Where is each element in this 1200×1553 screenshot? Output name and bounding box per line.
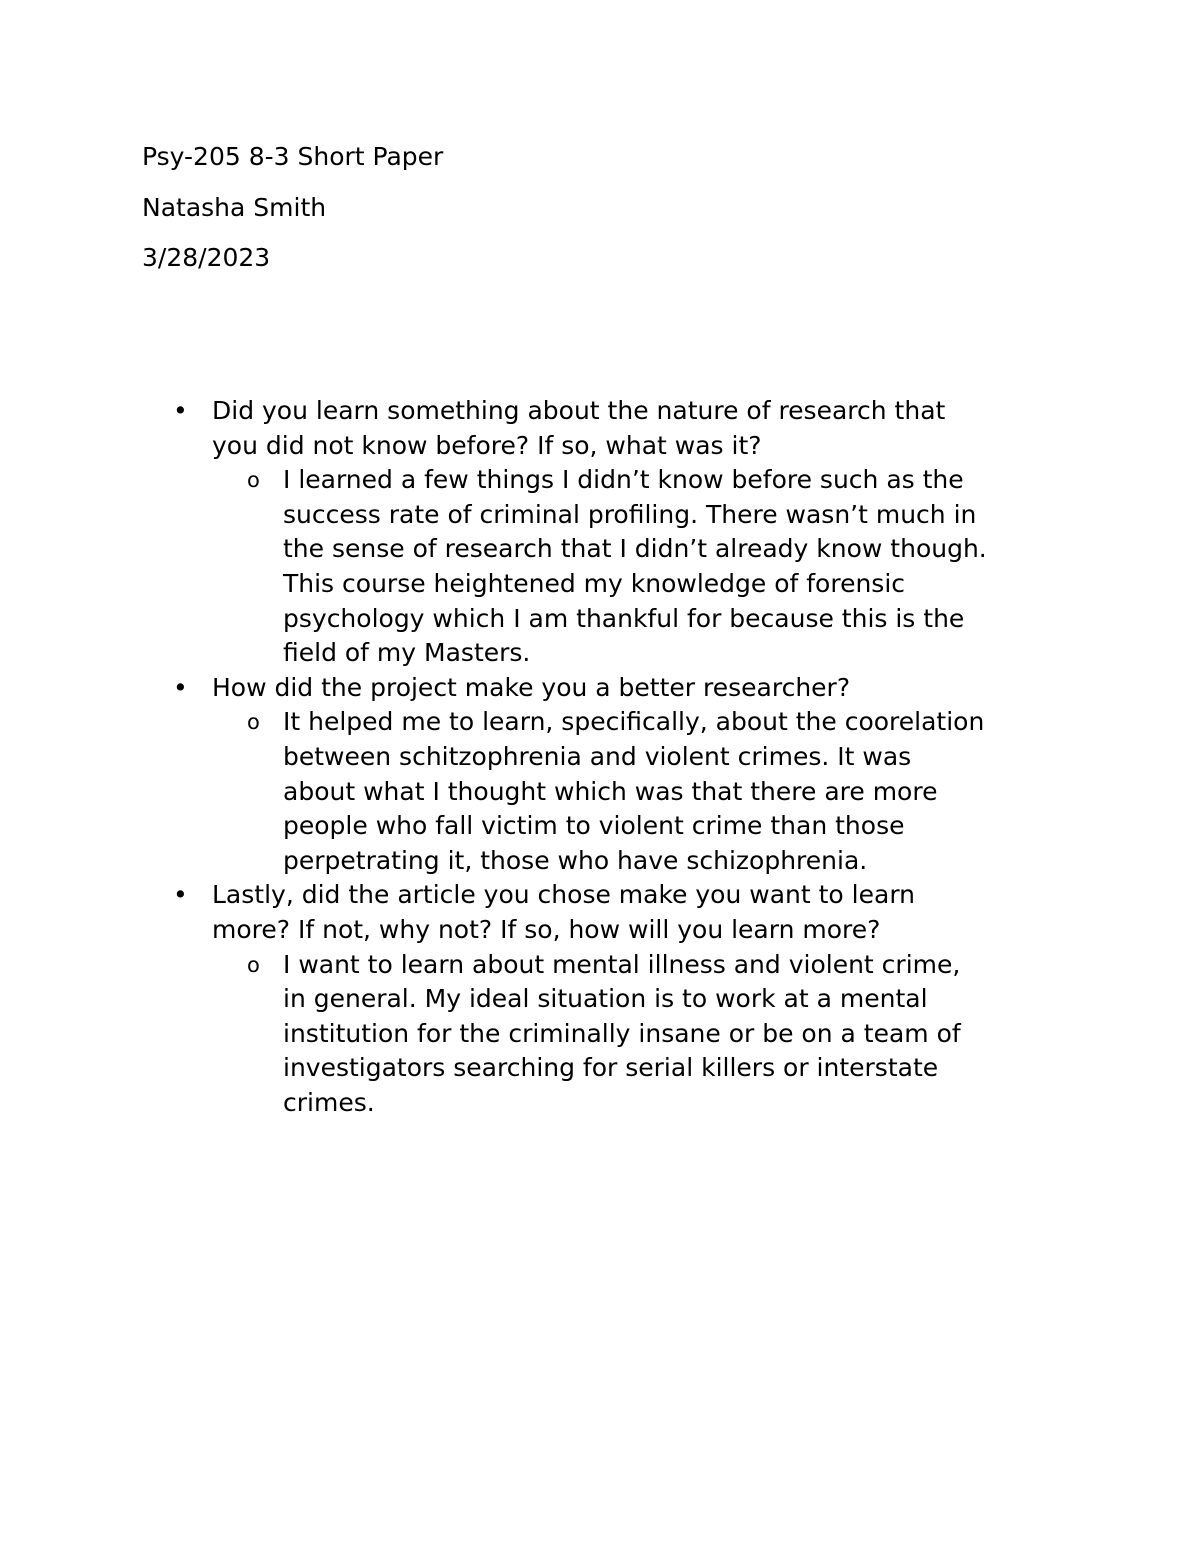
answer-item: [0, 463, 1063, 671]
circle-bullet-icon: o: [247, 952, 260, 977]
document-title: Psy-205 8-3 Short Paper: [142, 142, 444, 171]
question-text-line: How did the project make you a better researcher?: [212, 672, 851, 702]
answer-item: [0, 705, 1063, 878]
answer-text-line: I learned a few things I didn’t know before such as the: [283, 465, 964, 495]
answer-item: [0, 948, 1063, 1121]
question-text-line: more? If not, why not? If so, how will you learn more?: [212, 914, 881, 944]
bullet-icon: •: [173, 396, 188, 425]
circle-bullet-icon: o: [247, 710, 260, 735]
answer-text-line: people who fall victim to violent crime than those: [283, 811, 905, 841]
question-list: [0, 394, 1200, 1120]
answer-text-line: psychology which I am thankful for because this is the: [283, 603, 965, 633]
answer-text-line: I want to learn about mental illness and violent crime,: [283, 949, 961, 979]
bullet-icon: •: [173, 672, 188, 702]
question-item: [0, 878, 1032, 947]
question-item: [0, 394, 1032, 463]
answer-text-line: It helped me to learn, specifically, about the coorelation: [283, 707, 985, 737]
question-text-line: Did you learn something about the nature of research that: [212, 396, 946, 425]
answer-text-line: crimes.: [283, 1087, 375, 1117]
question-item: [0, 671, 1032, 706]
answer-text-line: institution for the criminally insane or be on a team of: [283, 1018, 961, 1048]
answer-text-line: This course heightened my knowledge of forensic: [283, 568, 906, 598]
bullet-icon: •: [173, 880, 188, 910]
answer-text-line: in general. My ideal situation is to work at a mental: [283, 984, 928, 1014]
question-text-line: you did not know before? If so, what was it?: [212, 430, 762, 460]
answer-text-line: the sense of research that I didn’t already know though.: [283, 534, 987, 564]
circle-bullet-icon: o: [247, 468, 260, 493]
answer-text-line: perpetrating it, those who have schizophrenia.: [283, 845, 868, 875]
answer-text-line: investigators searching for serial killers or interstate: [283, 1053, 939, 1083]
author-name: Natasha Smith: [142, 193, 327, 222]
answer-text-line: about what I thought which was that there are more: [283, 776, 938, 806]
question-text-line: Lastly, did the article you chose make you want to learn: [212, 880, 916, 910]
document-date: 3/28/2023: [142, 243, 271, 272]
answer-text-line: between schitzophrenia and violent crimes. It was: [283, 741, 912, 771]
answer-text-line: success rate of criminal profiling. There wasn’t much in: [283, 499, 977, 529]
answer-text-line: field of my Masters.: [283, 638, 531, 668]
